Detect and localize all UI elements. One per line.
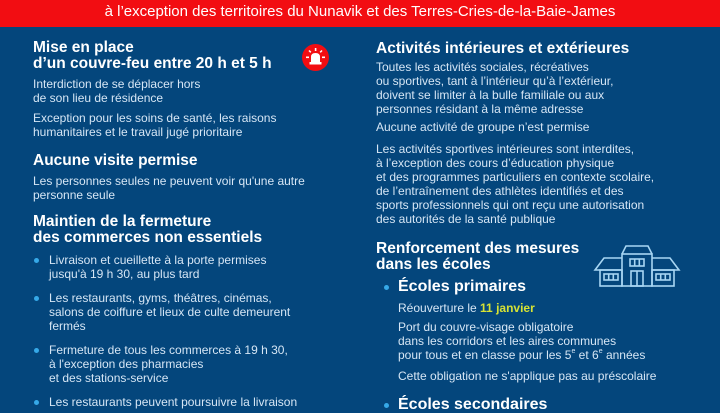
reopen-prefix: Réouverture le [398, 301, 481, 315]
mask-line1: Port du couvre-visage obligatoire [398, 320, 574, 334]
bullet-dot [34, 296, 39, 301]
visits-section [33, 153, 198, 169]
commerce-bullet-1 [33, 253, 266, 281]
reopen-date: 11 janvier [480, 301, 535, 315]
activities-title: Activités intérieures et extérieures [376, 40, 630, 57]
bullet1-line1: Livraison et cueillette à la porte permises [49, 253, 267, 267]
mask-line3 [398, 348, 718, 362]
bullet3-line3: et des stations-service [49, 371, 169, 385]
curfew-p1-line1: Interdiction de se déplacer hors [33, 77, 201, 91]
bullet4-line1: Les restaurants peuvent poursuivre la livraison [49, 395, 298, 409]
preschool-text [398, 369, 656, 383]
bullet1-line2: jusqu'à 19 h 30, au plus tard [49, 267, 200, 281]
primary-schools-item [384, 278, 526, 295]
primary-mask-text [398, 320, 718, 362]
commerce-title-line1: Maintien de la fermeture [33, 213, 212, 230]
activities-p3-line1: Les activités sportives intérieures sont interdites, [376, 142, 635, 156]
activities-p1-line4: personnes résidant à la même adresse [376, 102, 584, 116]
bullet3-line1: Fermeture de tous les commerces à 19 h 30, [49, 343, 288, 357]
activities-p3-line2: à l’exception des cours d’éducation physique [376, 156, 615, 170]
curfew-p1-line2: de son lieu de résidence [33, 91, 164, 105]
activities-text-3 [376, 142, 654, 226]
school-building-icon [592, 244, 682, 288]
activities-p1-line1: Toutes les activités sociales, récréatives [376, 60, 589, 74]
activities-p3-line6: des autorités de la santé publique [376, 212, 556, 226]
mask-line2: dans les corridors et les aires communes [398, 334, 617, 348]
preschool-line: Cette obligation ne s'applique pas au préscolaire [398, 369, 657, 383]
alarm-siren-icon [302, 44, 329, 71]
schools-title-line2: dans les écoles [376, 256, 491, 273]
secondary-schools-title: Écoles secondaires [398, 396, 548, 413]
activities-p1-line2: ou sportives, tant à l’intérieur qu’à l’extérieur, [376, 74, 614, 88]
top-banner [0, 0, 720, 27]
curfew-text-2 [33, 111, 276, 139]
activities-p3-line5: sports professionnels qui ont reçu une autorisation [376, 198, 645, 212]
schools-title-line1: Renforcement des mesures [376, 240, 580, 257]
bullet-dot [34, 400, 39, 405]
curfew-title-line1: Mise en place [33, 39, 134, 56]
bullet-dot [384, 285, 389, 290]
mask-line3-c: années [602, 348, 646, 362]
main-panel [0, 27, 720, 413]
mask-line3-b: et 6 [575, 348, 599, 362]
activities-section [376, 41, 629, 57]
curfew-p2-line1: Exception pour les soins de santé, les raisons [33, 111, 277, 125]
curfew-section [33, 40, 272, 72]
bullet-dot [384, 403, 389, 408]
banner-subtitle: à l’exception des territoires du Nunavik et des Terres-Cries-de-la-Baie-James [104, 3, 616, 20]
bullet2-line1: Les restaurants, gyms, théâtres, cinémas, [49, 291, 272, 305]
primary-reopen [398, 299, 535, 317]
bullet2-line3: fermés [49, 319, 86, 333]
visits-p-line2: personne seule [33, 188, 116, 202]
commerce-section [33, 214, 262, 246]
commerce-title-line2: des commerces non essentiels [33, 229, 263, 246]
commerce-bullet-2 [33, 291, 290, 333]
activities-p2: Aucune activité de groupe n’est permise [376, 120, 590, 134]
bullet3-line2: à l'exception des pharmacies [49, 357, 204, 371]
commerce-bullet-4 [33, 395, 297, 409]
activities-p1-line3: doivent se limiter à la bulle familiale ou aux [376, 88, 605, 102]
schools-section [376, 241, 579, 273]
mask-sup1: e [571, 348, 576, 355]
commerce-bullet-3 [33, 343, 288, 385]
visits-title: Aucune visite permise [33, 152, 198, 169]
activities-p3-line4: de l’entraînement des athlètes identifiés et des [376, 184, 624, 198]
activities-p3-line3: et des programmes particuliers en contexte scolaire, [376, 170, 655, 184]
visits-text [33, 174, 305, 202]
activities-text-1 [376, 60, 613, 116]
curfew-title-line2: d’un couvre-feu entre 20 h et 5 h [33, 55, 272, 72]
bullet-dot [34, 258, 39, 263]
activities-text-2 [376, 120, 589, 134]
bullet2-line2: salons de coiffure et lieux de culte demeurent [49, 305, 291, 319]
bullet-dot [34, 348, 39, 353]
visits-p-line1: Les personnes seules ne peuvent voir qu'une autre [33, 174, 305, 188]
curfew-p2-line2: humanitaires et le travail jugé prioritaire [33, 125, 243, 139]
curfew-text-1 [33, 77, 200, 105]
mask-line3-a: pour tous et en classe pour les 5 [398, 348, 572, 362]
mask-sup2: e [598, 348, 603, 355]
primary-schools-title: Écoles primaires [398, 278, 527, 295]
